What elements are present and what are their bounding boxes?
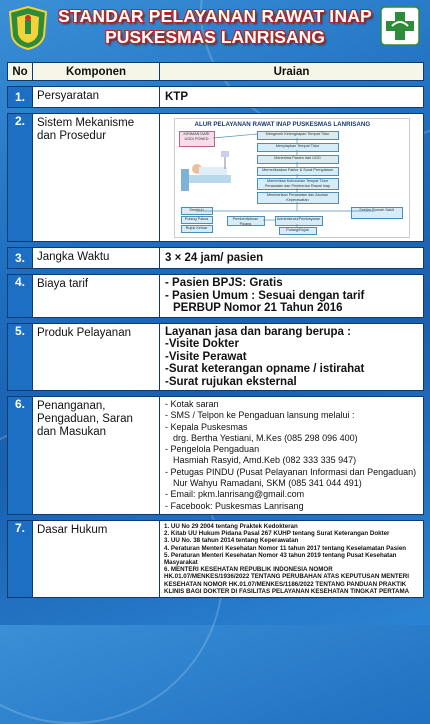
row-number: 7. [8,520,33,597]
flow-step: Menyiapkan Tempat Tidur [257,143,339,152]
uraian-line: - Kotak saran [165,399,219,409]
uraian-line: -Surat rujukan eksternal [165,375,297,388]
table-row [8,323,424,391]
row-number: 2. [8,114,33,242]
row-number: 5. [8,323,33,391]
uraian-line: - Kepala Puskesmas [165,421,248,432]
row-komponen: Persyaratan [33,87,159,106]
uraian-line: 3. UU No. 38 tahun 2014 tentang Keperawatan [164,537,299,545]
row-uraian: KTP [160,87,424,108]
flow-outcome: Pemberitahuan Pulang [227,216,265,226]
row-number: 1. [8,87,33,108]
flow-step: Menerima Pasien dari UGD [257,155,339,164]
row-komponen: Biaya tarif [33,275,159,294]
table-row [8,248,424,269]
uraian-line: Nur Wahyu Ramadani, SKM (085 341 044 491) [173,478,362,489]
uraian-line: Layanan jasa dan barang berupa : [165,325,351,338]
uraian-line: - Pasien Umum : Sesuai dengan tarif [165,289,365,302]
row-number: 4. [8,275,33,318]
header-uraian: Uraian [160,63,424,81]
uraian-line: -Surat keterangan opname / istirahat [165,363,365,375]
uraian-line: 5. Peraturan Menteri Kesehatan Nomor 43 tahun 2019 tentang Pusat Kesehatan Masyarakat [164,551,397,566]
row-komponen: Dasar Hukum [33,521,159,540]
flow-outcome: Sekitar Rumah Sakit [351,207,403,219]
flow-outcome: Pulang Paksa [181,216,213,224]
flow-step: Memberikan Perawatan dan Asuhan Keperawatan [257,192,339,204]
flow-outcome: Administrasi/Pembayaran [275,216,323,226]
flow-outcome: Pulang/Rujuk [279,227,317,235]
table-row [8,275,424,318]
flow-step: Memeriksakan Faktor & Surat Pernyataan [257,167,339,176]
row-number: 6. [8,397,33,515]
pinrang-regency-logo-icon [8,6,48,50]
uraian-line: Hasmiah Rasyid, Amd.Keb (082 333 335 947) [173,455,357,466]
uraian-line: PERBUP Nomor 21 Tahun 2016 [173,302,343,314]
header [0,0,430,58]
row-number: 3. [8,248,33,269]
uraian-line: 1. UU No 29 2004 tentang Praktek Kedokteran [164,522,298,530]
row-komponen: Produk Pelayanan [33,324,159,343]
flow-step: Memeriksa Kebutuhan Tempat Tidur Perawatan dan Pemberian Rawat Inap [257,178,339,190]
row-komponen: Penanganan, Pengaduan, Saran dan Masukan [33,397,159,442]
uraian-line: 6. MENTERI KESEHATAN REPUBLIK INDONESIA NOMOR HK.01.07/MENKES/1936/2022 TENTANG PERUBAHAN ATAS KEPUTUSAN MENTERI KESEHATAN NOMOR HK.01.07/MENKES/1186/2022 TENTANG PANDUAN PRAKTIK KLINIS BAGI DOKTER DI FASILITAS PELAYANAN KESEHATAN TINGKAT PERTAMA [164,566,410,595]
flow-arrows [175,119,409,237]
page-title: STANDAR PELAYANAN RAWAT INAP [58,6,372,26]
uraian-line: - Petugas PINDU (Pusat Pelayanan Informasi dan Pengaduan) [165,466,417,477]
header-komponen: Komponen [33,63,160,81]
uraian-line: - Pengelola Pengaduan [165,444,260,455]
flow-step: Mengecek Kelengkapan Tempat Tidur [257,131,339,140]
page-subtitle: PUSKESMAS LANRISANG [105,27,325,47]
flow-outcome: Sembuh [181,207,213,215]
uraian-line: 4. Peraturan Menteri Kesehatan Nomor 11 tahun 2017 tentang Keselamatan Pasien [164,544,407,552]
uraian-line: drg. Bertha Yestiani, M.Kes (085 298 096 400) [173,432,358,443]
row-komponen: Jangka Waktu [33,248,159,267]
table-row [8,87,424,108]
header-no: No [8,63,33,81]
uraian-line: - Facebook: Puskesmas Lanrisang [165,500,304,511]
uraian-line: - Email: pkm.lanrisang@gmail.com [165,489,305,500]
table-row [8,397,424,515]
flowchart-title: ALUR PELAYANAN RAWAT INAP PUSKESMAS LANRISANG [194,121,371,128]
uraian-line: - SMS / Telpon ke Pengaduan lansung melalui : [165,410,355,421]
uraian-line: 2. Kitab UU Hukum Pidana Pasal 267 KUHP tentang Surat Keterangan Dokter [164,530,390,538]
uraian-line: - Pasien BPJS: Gratis [165,277,283,289]
service-standard-table [7,62,424,598]
uraian-line: -Visite Dokter [165,338,239,350]
row-komponen: Sistem Mekanisme dan Prosedur [33,114,159,146]
puskesmas-logo-icon [380,6,420,46]
table-row [8,114,424,242]
flow-start-box: KIRIMAN DARI UGD/ PONED [179,131,215,147]
table-row [8,520,424,597]
row-uraian: 3 × 24 jam/ pasien [160,248,424,269]
flowchart-image [174,118,410,238]
flow-outcome: Rujuk Keluar [181,225,213,233]
uraian-line: -Visite Perawat [165,350,247,363]
table-header-row [8,63,424,81]
